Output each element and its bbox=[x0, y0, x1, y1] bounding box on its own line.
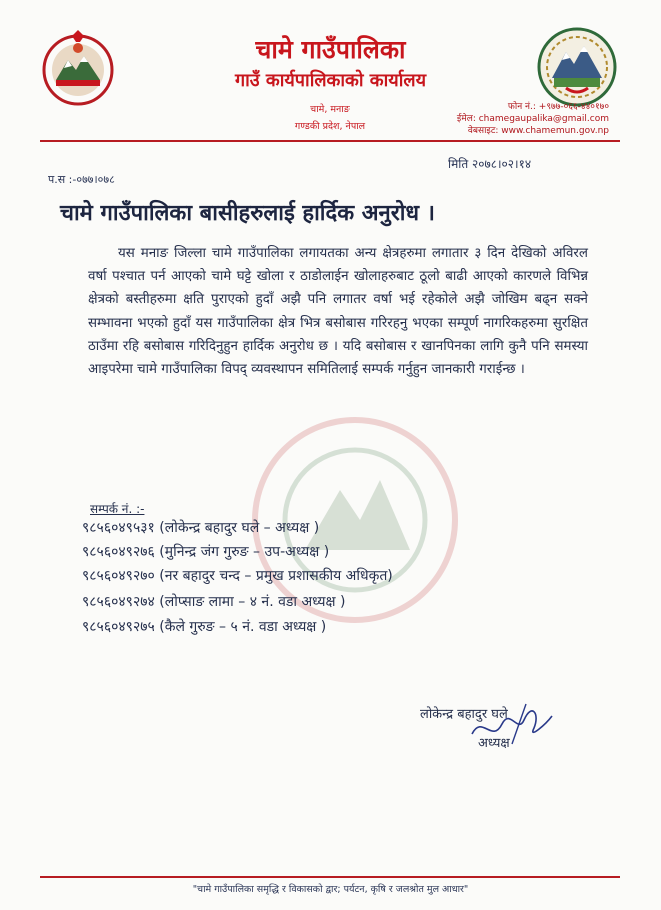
contact-line: ९८५६०४९२७५ (कैले गुरुङ – ५ नं. वडा अध्यक्ष ) bbox=[82, 619, 327, 635]
email-address: ईमेल: chamegaupalika@gmail.com bbox=[456, 114, 609, 124]
signer-title: अध्यक्ष bbox=[478, 736, 510, 751]
contacts-heading: सम्पर्क नं. :- bbox=[90, 502, 145, 516]
address-line-1: चामे, मनाङ bbox=[310, 104, 350, 115]
contact-line: ९८५६०४९२७० (नर बहादुर चन्द – प्रमुख प्रशासकीय अधिकृत) bbox=[82, 568, 393, 584]
footer-divider bbox=[40, 876, 620, 878]
signer-name: लोकेन्द्र बहादुर घले bbox=[420, 707, 508, 722]
address-line-2: गण्डकी प्रदेश, नेपाल bbox=[294, 121, 366, 132]
website-address: वेबसाइट: www.chamemun.gov.np bbox=[467, 126, 609, 136]
header-divider bbox=[40, 140, 620, 142]
contact-line: ९८५६०४९२७४ (लोप्साङ लामा – ४ नं. वडा अध्यक्ष ) bbox=[82, 594, 346, 610]
reference-number: प.स :-०७७।०७८ bbox=[48, 173, 115, 186]
letter-body-text: यस मनाङ जिल्ला चामे गाउँपालिका लगायतका अन्य क्षेत्रहरुमा लगातार ३ दिन देखिको अविरल वर्षा पश्चात पर्न आएको चामे घट्टे खोला र ठाडोलाईन खोलाहरुबाट ठूलो बाढी आएको कारणले विभिन्न क्षेत्रको बस्तीहरुमा क्षति पुराएको हुदाँ अझै पनि लगातर वर्षा भई रहेकोले अझै जोखिम बढ्न सक्ने सम्भावना भएको हुदाँ यस गाउँपालिका क्षेत्र भित्र बसोबास गरिरहनु भएका सम्पूर्ण नागरिकहरुमा सुरक्षित ठाउँमा रहि बसोबास गरिदिनुहुन हार्दिक अनुरोध छ । यदि बसोबास र खानपिनका लागि कुनै पनि समस्या आइपरेमा चामे गाउँपालिका विपद् व्यवस्थापन समितिलाई सम्पर्क गर्नुहुन जानकारी गराईन्छ । bbox=[88, 246, 588, 378]
org-name: चामे गाउँपालिका bbox=[255, 35, 406, 64]
letter-date: मिति २०७८।०२।१४ bbox=[448, 157, 532, 171]
footer-slogan: "चामे गाउँपालिका समृद्धि र विकासको द्वार; पर्यटन, कृषि र जलश्रोत मुल आधार" bbox=[192, 884, 469, 895]
letter-title: चामे गाउँपालिका बासीहरुलाई हार्दिक अनुरोध । bbox=[60, 201, 435, 226]
phone-number: फोन नं.: +९७७-०६६-४४०१७० bbox=[507, 102, 609, 112]
contact-line: ९८५६०४९२७६ (मुनिन्द्र जंग गुरुङ – उप-अध्यक्ष ) bbox=[82, 544, 330, 560]
office-name: गाउँ कार्यपालिकाको कार्यालय bbox=[234, 70, 427, 91]
handwritten-signature-icon bbox=[462, 694, 562, 754]
letter-body bbox=[88, 242, 588, 381]
contact-line: ९८५६०४९५३१ (लोकेन्द्र बहादुर घले – अध्यक्ष ) bbox=[82, 520, 320, 536]
